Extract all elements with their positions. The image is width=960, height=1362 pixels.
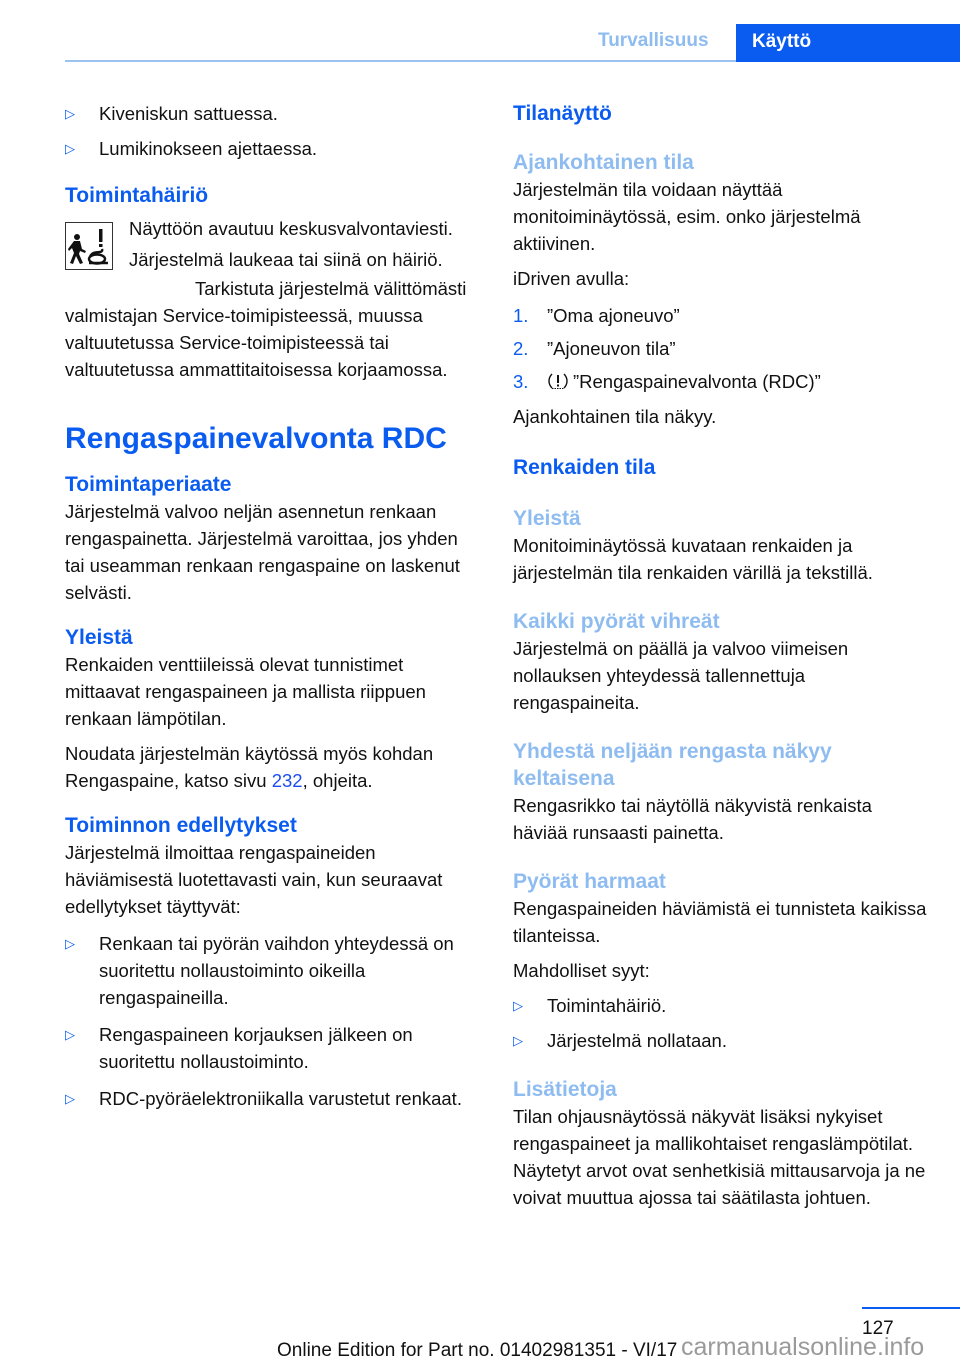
list-item: ▷ Lumikinokseen ajettaessa.: [65, 135, 480, 162]
header-rule: [65, 60, 736, 62]
malfunction-body: Tarkistuta järjestelmä välittömästi valmistajan Service-toimipisteessä, muussa valtuutetussa Service-toimipisteessä tai valtuutetussa ammattitaitoisessa korjaamossa.: [65, 278, 467, 380]
section-title: Rengaspainevalvonta RDC: [65, 422, 447, 455]
list-item: ▷ Järjestelmä nollataan.: [513, 1027, 928, 1054]
list-item: ▷ Rengaspaineen korjauksen jälkeen on suoritettu nollaustoiminto.: [65, 1021, 480, 1075]
grey-body: Rengaspaineiden häviämistä ei tunnisteta kaikissa tilanteissa.: [513, 897, 927, 946]
left-column: [65, 100, 480, 1112]
malfunction-line: Järjestelmä laukeaa tai siinä on häiriö.: [129, 249, 443, 270]
step-item: 3. ”Rengaspainevalvonta (RDC)”: [513, 368, 928, 397]
grey-causes-label: Mahdolliset syyt:: [513, 959, 650, 981]
yellow-heading: Yhdestä neljään rengasta näkyy keltaisena: [513, 739, 832, 790]
current-status-body: Järjestelmän tila voidaan näyttää monitoiminäytössä, esim. onko järjestelmä aktiivinen.: [513, 179, 861, 254]
general-heading: Yleistä: [65, 626, 133, 649]
tire-status-heading: Renkaiden tila: [513, 455, 656, 479]
tab-kaytto[interactable]: Käyttö: [736, 24, 960, 62]
triangle-bullet-icon: ▷: [65, 1091, 75, 1106]
principle-heading: Toimintaperiaate: [65, 473, 232, 496]
right-column: [513, 100, 928, 1211]
page-link[interactable]: 232: [271, 770, 303, 791]
triangle-bullet-icon: ▷: [513, 1032, 523, 1048]
triangle-bullet-icon: ▷: [513, 997, 523, 1013]
tire-general-heading: Yleistä: [513, 506, 581, 530]
footer-rule: [862, 1307, 960, 1309]
watermark: carmanualsonline.info: [681, 1333, 925, 1361]
status-heading: Tilanäyttö: [513, 102, 612, 125]
green-heading: Kaikki pyörät vihreät: [513, 609, 720, 633]
principle-body: Järjestelmä valvoo neljän asennetun renkaan rengaspainetta. Järjestelmä varoittaa, jos yhden tai useamman renkaan rengaspaine on laskenut selvästi.: [65, 501, 460, 603]
more-info-body: Tilan ohjausnäytössä näkyvät lisäksi nykyiset rengaspaineet ja mallikohtaiset rengaslämpötilat. Näytetyt arvot ovat senhetkisiä mittausarvoja ja ne voivat muuttua ajossa tai säätilasta johtuen.: [513, 1105, 926, 1208]
general-body: Renkaiden venttiileissä olevat tunnistimet mittaavat rengaspaineen ja mallista riippuen renkaan lämpötilan.: [65, 654, 426, 729]
list-item: ▷ RDC-pyöräelektroniikalla varustetut renkaat.: [65, 1085, 480, 1112]
yellow-body: Rengasrikko tai näytöllä näkyvistä renkaista häviää runsaasti painetta.: [513, 794, 872, 843]
list-item: ▷ Toimintahäiriö.: [513, 992, 928, 1019]
requirements-heading: Toiminnon edellytykset: [65, 814, 297, 837]
triangle-bullet-icon: ▷: [65, 936, 75, 951]
malfunction-line: Näyttöön avautuu keskusvalvontaviesti.: [129, 218, 453, 239]
grey-heading: Pyörät harmaat: [513, 869, 666, 893]
requirements-body: Järjestelmä ilmoittaa rengaspaineiden häviämisestä luotettavasti vain, kun seuraavat edellytykset täyttyvät:: [65, 842, 443, 917]
tire-general-body: Monitoiminäytössä kuvataan renkaiden ja järjestelmän tila renkaiden värillä ja tekstillä.: [513, 534, 873, 583]
page-number: 127: [862, 1318, 894, 1339]
tab-turvallisuus[interactable]: Turvallisuus: [598, 30, 709, 51]
triangle-bullet-icon: ▷: [65, 106, 75, 121]
idrive-label: iDriven avulla:: [513, 268, 630, 289]
pedestrian-warning-icon: [65, 222, 113, 270]
more-info-heading: Lisätietoja: [513, 1077, 617, 1101]
step-item: 1. ”Oma ajoneuvo”: [513, 305, 680, 326]
malfunction-heading: Toimintahäiriö: [65, 184, 209, 207]
green-body: Järjestelmä on päällä ja valvoo viimeisen nollauksen yhteydessä tallennettuja rengaspaineita.: [513, 637, 849, 713]
current-status-result: Ajankohtainen tila näkyy.: [513, 405, 717, 427]
general-reference: Noudata järjestelmän käytössä myös kohdan Rengaspaine, katso sivu 232, ohjeita.: [65, 743, 434, 791]
list-item: ▷ Renkaan tai pyörän vaihdon yhteydessä on suoritettu nollaustoiminto oikeilla rengaspaineilla.: [65, 930, 480, 1011]
triangle-bullet-icon: ▷: [65, 1027, 75, 1042]
list-item: ▷ Kiveniskun sattuessa.: [65, 100, 480, 127]
tire-pressure-warning-icon: [547, 370, 573, 397]
triangle-bullet-icon: ▷: [65, 141, 75, 156]
edition-footer: Online Edition for Part no. 01402981351 - VI/17: [277, 1340, 678, 1361]
current-status-heading: Ajankohtainen tila: [513, 151, 694, 174]
step-item: 2. ”Ajoneuvon tila”: [513, 338, 676, 359]
